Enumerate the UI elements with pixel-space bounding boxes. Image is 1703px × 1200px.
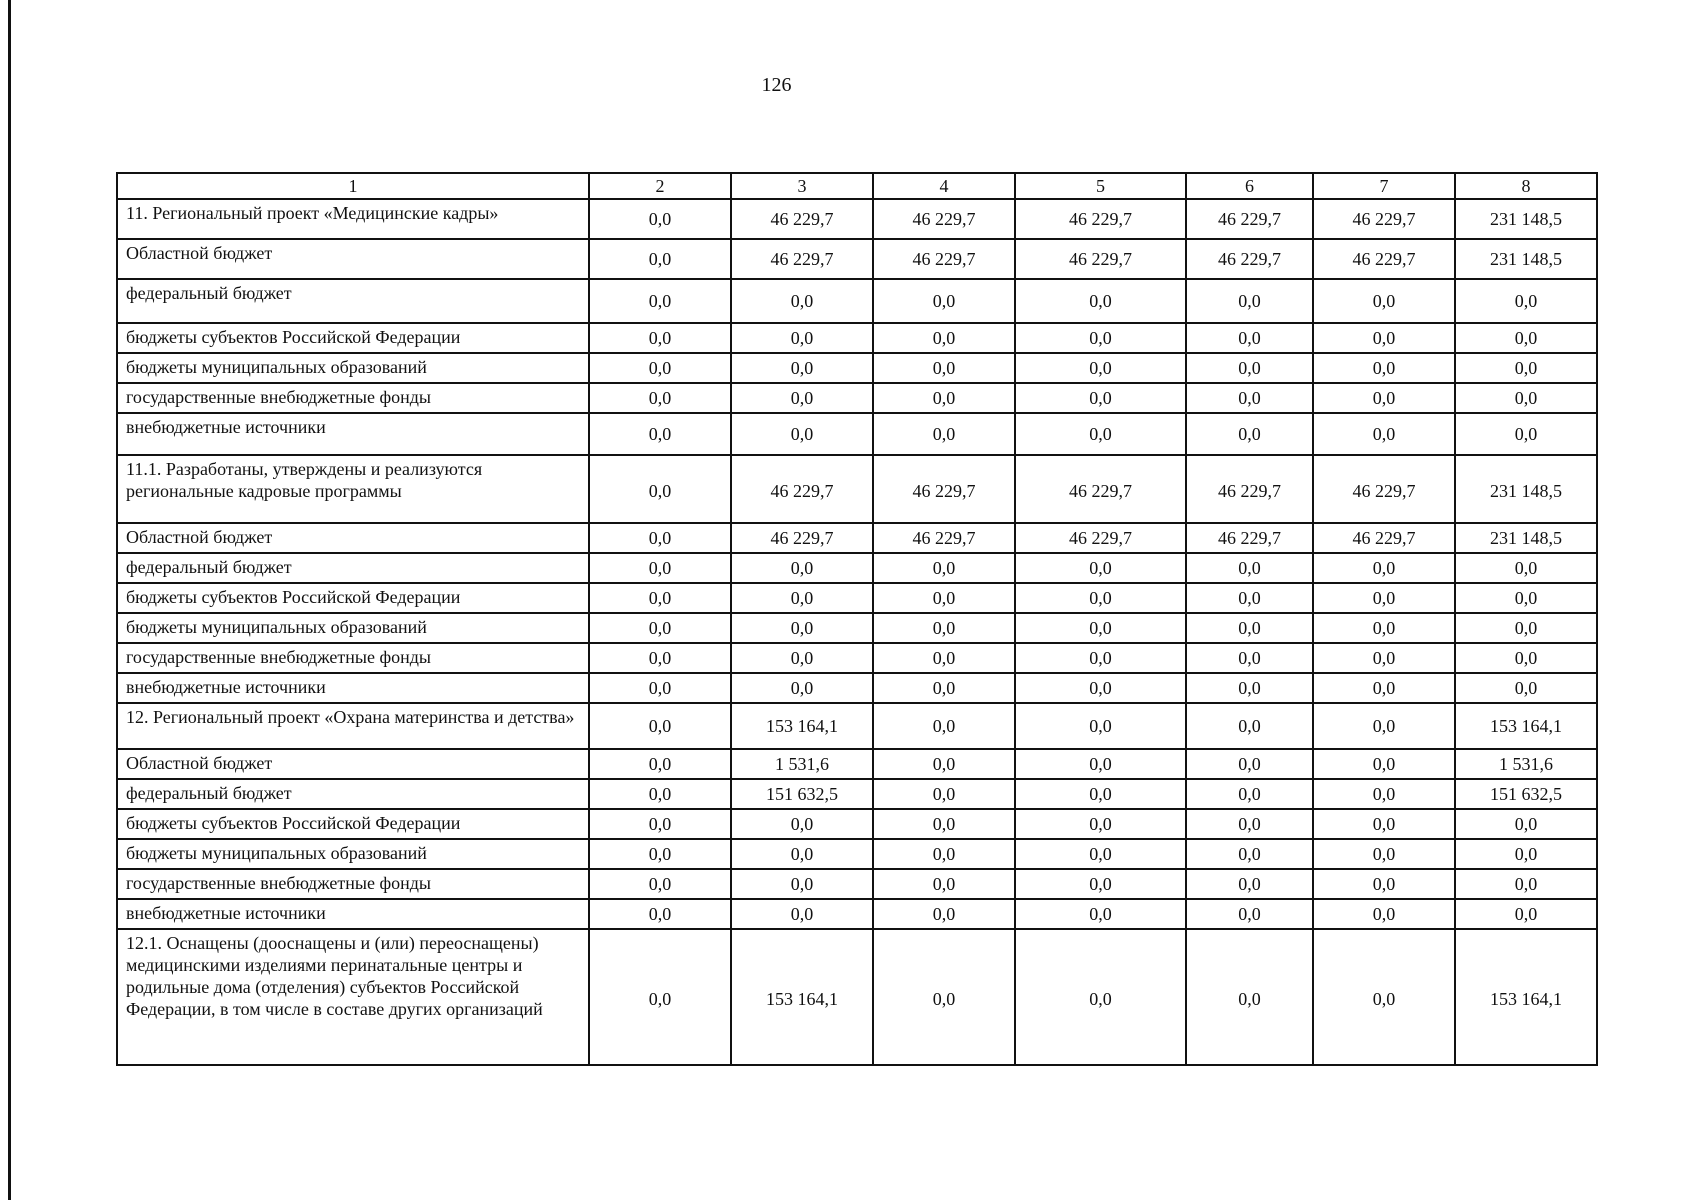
cell-col-8: 231 148,5 [1455, 199, 1597, 239]
table-row [117, 613, 1597, 643]
row-label: бюджеты субъектов Российской Федерации [117, 583, 589, 613]
cell-col-6: 0,0 [1186, 809, 1313, 839]
cell-col-4: 0,0 [873, 673, 1015, 703]
cell-col-3: 0,0 [731, 323, 873, 353]
cell-col-2: 0,0 [589, 779, 731, 809]
cell-col-8: 231 148,5 [1455, 523, 1597, 553]
cell-col-3: 0,0 [731, 839, 873, 869]
cell-col-3: 0,0 [731, 809, 873, 839]
cell-col-6: 0,0 [1186, 929, 1313, 1065]
row-label: государственные внебюджетные фонды [117, 383, 589, 413]
cell-col-5: 0,0 [1015, 413, 1186, 455]
cell-col-2: 0,0 [589, 323, 731, 353]
cell-col-5: 0,0 [1015, 899, 1186, 929]
cell-col-7: 0,0 [1313, 673, 1455, 703]
cell-col-2: 0,0 [589, 749, 731, 779]
cell-col-8: 0,0 [1455, 673, 1597, 703]
cell-col-5: 0,0 [1015, 279, 1186, 323]
cell-col-5: 0,0 [1015, 353, 1186, 383]
cell-col-5: 0,0 [1015, 869, 1186, 899]
cell-col-2: 0,0 [589, 613, 731, 643]
cell-col-3: 153 164,1 [731, 929, 873, 1065]
cell-col-3: 0,0 [731, 869, 873, 899]
table-row [117, 239, 1597, 279]
cell-col-5: 46 229,7 [1015, 455, 1186, 523]
cell-col-7: 46 229,7 [1313, 239, 1455, 279]
page-number-text: 126 [761, 74, 792, 96]
cell-col-4: 0,0 [873, 353, 1015, 383]
cell-col-2: 0,0 [589, 583, 731, 613]
cell-col-6: 0,0 [1186, 553, 1313, 583]
cell-col-6: 0,0 [1186, 323, 1313, 353]
cell-col-4: 0,0 [873, 413, 1015, 455]
cell-col-8: 0,0 [1455, 353, 1597, 383]
column-header-1: 1 [117, 173, 589, 199]
cell-col-8: 0,0 [1455, 643, 1597, 673]
table-row [117, 929, 1597, 1065]
cell-col-7: 0,0 [1313, 839, 1455, 869]
cell-col-2: 0,0 [589, 383, 731, 413]
table-row [117, 553, 1597, 583]
cell-col-8: 1 531,6 [1455, 749, 1597, 779]
cell-col-3: 0,0 [731, 583, 873, 613]
cell-col-8: 151 632,5 [1455, 779, 1597, 809]
cell-col-4: 0,0 [873, 809, 1015, 839]
table-row [117, 673, 1597, 703]
cell-col-8: 0,0 [1455, 413, 1597, 455]
table-row [117, 583, 1597, 613]
row-label: внебюджетные источники [117, 899, 589, 929]
table-body [117, 199, 1597, 1065]
cell-col-8: 0,0 [1455, 583, 1597, 613]
cell-col-4: 0,0 [873, 869, 1015, 899]
cell-col-8: 0,0 [1455, 899, 1597, 929]
cell-col-6: 46 229,7 [1186, 239, 1313, 279]
cell-col-6: 0,0 [1186, 613, 1313, 643]
cell-col-8: 0,0 [1455, 809, 1597, 839]
row-label: 12.1. Оснащены (дооснащены и (или) переоснащены) медицинскими изделиями перинатальные центры и родильные дома (отделения) субъектов Российской Федерации, в том числе в составе других организаций [117, 929, 589, 1065]
cell-col-5: 0,0 [1015, 323, 1186, 353]
cell-col-6: 46 229,7 [1186, 199, 1313, 239]
row-label: внебюджетные источники [117, 413, 589, 455]
cell-col-2: 0,0 [589, 643, 731, 673]
cell-col-2: 0,0 [589, 455, 731, 523]
cell-col-8: 153 164,1 [1455, 703, 1597, 749]
cell-col-8: 231 148,5 [1455, 239, 1597, 279]
cell-col-7: 0,0 [1313, 899, 1455, 929]
cell-col-4: 46 229,7 [873, 239, 1015, 279]
cell-col-7: 0,0 [1313, 323, 1455, 353]
cell-col-7: 0,0 [1313, 779, 1455, 809]
cell-col-3: 0,0 [731, 673, 873, 703]
cell-col-4: 46 229,7 [873, 523, 1015, 553]
table-row [117, 839, 1597, 869]
cell-col-2: 0,0 [589, 279, 731, 323]
row-label: федеральный бюджет [117, 553, 589, 583]
cell-col-5: 46 229,7 [1015, 523, 1186, 553]
scan-left-edge [8, 0, 11, 1200]
cell-col-2: 0,0 [589, 553, 731, 583]
cell-col-5: 46 229,7 [1015, 199, 1186, 239]
cell-col-3: 1 531,6 [731, 749, 873, 779]
cell-col-5: 0,0 [1015, 383, 1186, 413]
cell-col-7: 0,0 [1313, 383, 1455, 413]
cell-col-4: 0,0 [873, 749, 1015, 779]
cell-col-8: 0,0 [1455, 869, 1597, 899]
cell-col-8: 0,0 [1455, 383, 1597, 413]
table-row [117, 643, 1597, 673]
cell-col-2: 0,0 [589, 199, 731, 239]
row-label: Областной бюджет [117, 749, 589, 779]
cell-col-3: 0,0 [731, 643, 873, 673]
cell-col-7: 0,0 [1313, 809, 1455, 839]
cell-col-7: 46 229,7 [1313, 199, 1455, 239]
table-row [117, 703, 1597, 749]
cell-col-7: 0,0 [1313, 413, 1455, 455]
column-header-7: 7 [1313, 173, 1455, 199]
cell-col-6: 0,0 [1186, 703, 1313, 749]
cell-col-7: 46 229,7 [1313, 455, 1455, 523]
cell-col-2: 0,0 [589, 899, 731, 929]
row-label: Областной бюджет [117, 523, 589, 553]
cell-col-5: 0,0 [1015, 929, 1186, 1065]
cell-col-2: 0,0 [589, 929, 731, 1065]
cell-col-7: 0,0 [1313, 353, 1455, 383]
cell-col-4: 0,0 [873, 779, 1015, 809]
cell-col-5: 0,0 [1015, 583, 1186, 613]
cell-col-7: 0,0 [1313, 749, 1455, 779]
table-row [117, 353, 1597, 383]
cell-col-4: 0,0 [873, 383, 1015, 413]
cell-col-6: 0,0 [1186, 643, 1313, 673]
cell-col-6: 0,0 [1186, 839, 1313, 869]
row-label: бюджеты субъектов Российской Федерации [117, 809, 589, 839]
budget-table [116, 172, 1598, 1066]
cell-col-6: 0,0 [1186, 899, 1313, 929]
cell-col-8: 0,0 [1455, 279, 1597, 323]
cell-col-3: 46 229,7 [731, 239, 873, 279]
cell-col-3: 0,0 [731, 383, 873, 413]
cell-col-7: 46 229,7 [1313, 523, 1455, 553]
cell-col-7: 0,0 [1313, 583, 1455, 613]
cell-col-4: 0,0 [873, 703, 1015, 749]
row-label: бюджеты субъектов Российской Федерации [117, 323, 589, 353]
cell-col-6: 0,0 [1186, 383, 1313, 413]
table-row [117, 323, 1597, 353]
cell-col-3: 151 632,5 [731, 779, 873, 809]
cell-col-3: 46 229,7 [731, 523, 873, 553]
row-label: 12. Региональный проект «Охрана материнства и детства» [117, 703, 589, 749]
cell-col-6: 0,0 [1186, 673, 1313, 703]
cell-col-2: 0,0 [589, 809, 731, 839]
cell-col-4: 0,0 [873, 929, 1015, 1065]
cell-col-2: 0,0 [589, 353, 731, 383]
cell-col-5: 0,0 [1015, 749, 1186, 779]
cell-col-3: 153 164,1 [731, 703, 873, 749]
cell-col-5: 0,0 [1015, 613, 1186, 643]
cell-col-4: 0,0 [873, 839, 1015, 869]
cell-col-5: 0,0 [1015, 643, 1186, 673]
cell-col-5: 46 229,7 [1015, 239, 1186, 279]
cell-col-5: 0,0 [1015, 779, 1186, 809]
table-row [117, 383, 1597, 413]
cell-col-6: 0,0 [1186, 749, 1313, 779]
cell-col-2: 0,0 [589, 523, 731, 553]
cell-col-2: 0,0 [589, 239, 731, 279]
cell-col-4: 0,0 [873, 643, 1015, 673]
cell-col-2: 0,0 [589, 413, 731, 455]
cell-col-5: 0,0 [1015, 673, 1186, 703]
cell-col-4: 46 229,7 [873, 199, 1015, 239]
column-header-5: 5 [1015, 173, 1186, 199]
row-label: 11.1. Разработаны, утверждены и реализуются региональные кадровые программы [117, 455, 589, 523]
table-row [117, 869, 1597, 899]
table-row [117, 749, 1597, 779]
table-row [117, 279, 1597, 323]
cell-col-7: 0,0 [1313, 613, 1455, 643]
column-header-4: 4 [873, 173, 1015, 199]
row-label: бюджеты муниципальных образований [117, 613, 589, 643]
cell-col-3: 0,0 [731, 899, 873, 929]
table-row [117, 523, 1597, 553]
table-row [117, 899, 1597, 929]
cell-col-3: 0,0 [731, 353, 873, 383]
table-row [117, 413, 1597, 455]
cell-col-6: 0,0 [1186, 279, 1313, 323]
cell-col-7: 0,0 [1313, 703, 1455, 749]
cell-col-4: 0,0 [873, 553, 1015, 583]
cell-col-4: 0,0 [873, 583, 1015, 613]
page-number [0, 74, 1703, 97]
cell-col-4: 0,0 [873, 613, 1015, 643]
cell-col-4: 46 229,7 [873, 455, 1015, 523]
cell-col-2: 0,0 [589, 839, 731, 869]
cell-col-4: 0,0 [873, 279, 1015, 323]
cell-col-6: 0,0 [1186, 413, 1313, 455]
cell-col-8: 0,0 [1455, 323, 1597, 353]
row-label: 11. Региональный проект «Медицинские кадры» [117, 199, 589, 239]
cell-col-8: 153 164,1 [1455, 929, 1597, 1065]
cell-col-7: 0,0 [1313, 929, 1455, 1065]
row-label: государственные внебюджетные фонды [117, 643, 589, 673]
row-label: государственные внебюджетные фонды [117, 869, 589, 899]
cell-col-5: 0,0 [1015, 703, 1186, 749]
row-label: федеральный бюджет [117, 279, 589, 323]
cell-col-5: 0,0 [1015, 809, 1186, 839]
cell-col-5: 0,0 [1015, 553, 1186, 583]
cell-col-3: 0,0 [731, 613, 873, 643]
cell-col-6: 0,0 [1186, 869, 1313, 899]
cell-col-3: 46 229,7 [731, 455, 873, 523]
cell-col-6: 0,0 [1186, 353, 1313, 383]
row-label: Областной бюджет [117, 239, 589, 279]
row-label: бюджеты муниципальных образований [117, 839, 589, 869]
table-row [117, 199, 1597, 239]
cell-col-6: 0,0 [1186, 779, 1313, 809]
cell-col-2: 0,0 [589, 673, 731, 703]
cell-col-5: 0,0 [1015, 839, 1186, 869]
column-header-2: 2 [589, 173, 731, 199]
row-label: внебюджетные источники [117, 673, 589, 703]
header-row [117, 173, 1597, 199]
cell-col-4: 0,0 [873, 899, 1015, 929]
cell-col-8: 0,0 [1455, 553, 1597, 583]
cell-col-7: 0,0 [1313, 869, 1455, 899]
cell-col-3: 0,0 [731, 413, 873, 455]
cell-col-2: 0,0 [589, 703, 731, 749]
cell-col-8: 231 148,5 [1455, 455, 1597, 523]
column-header-8: 8 [1455, 173, 1597, 199]
cell-col-7: 0,0 [1313, 553, 1455, 583]
table-row [117, 809, 1597, 839]
column-header-6: 6 [1186, 173, 1313, 199]
cell-col-2: 0,0 [589, 869, 731, 899]
cell-col-8: 0,0 [1455, 839, 1597, 869]
cell-col-7: 0,0 [1313, 643, 1455, 673]
cell-col-7: 0,0 [1313, 279, 1455, 323]
cell-col-3: 0,0 [731, 279, 873, 323]
table-row [117, 455, 1597, 523]
cell-col-8: 0,0 [1455, 613, 1597, 643]
cell-col-3: 46 229,7 [731, 199, 873, 239]
cell-col-6: 46 229,7 [1186, 455, 1313, 523]
cell-col-6: 46 229,7 [1186, 523, 1313, 553]
row-label: бюджеты муниципальных образований [117, 353, 589, 383]
column-header-3: 3 [731, 173, 873, 199]
table-row [117, 779, 1597, 809]
cell-col-3: 0,0 [731, 553, 873, 583]
row-label: федеральный бюджет [117, 779, 589, 809]
cell-col-6: 0,0 [1186, 583, 1313, 613]
cell-col-4: 0,0 [873, 323, 1015, 353]
